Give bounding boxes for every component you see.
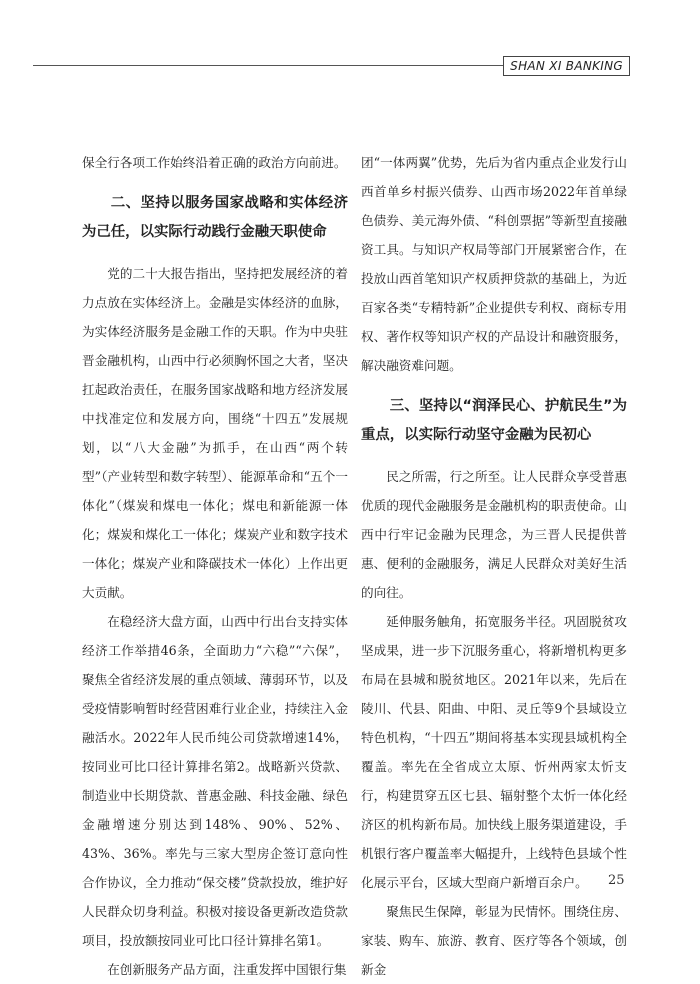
paragraph: 聚焦民生保障，彰显为民情怀。围绕住房、家装、购车、旅游、教育、医疗等各个领域，创新金 [361,904,627,977]
header-rule [33,65,503,66]
paragraph: 在创新服务产品方面，注重发挥中国银行集 [107,962,347,977]
paragraph: 延伸服务触角，拓宽服务半径。巩固脱贫攻坚成果，进一步下沉服务重心，将新增机构更多布局在县城和脱贫地区。2021年以来，先后在陵川、代县、阳曲、中阳、灵丘等9个县域设立特色机构，“十四五”期间将基本实现县域机构全覆盖。率先在全省成立太原、忻州两家太忻支行，构建贯穿五区七县、辐射整个太忻一体化经济区的机构新布局。加快线上服务渠道建设，手机银行客户覆盖率大幅提升，上线特色县域个性化展示平台，区域大型商户新增百余户。 [361,614,627,890]
section-heading-3: 三、坚持以“润泽民心、护航民生”为重点，以实际行动坚守金融为民初心 [361,398,627,443]
header-title: SHAN XI BANKING [503,56,630,76]
paragraph: 民之所需，行之所至。让人民群众享受普惠优质的现代金融服务是金融机构的职责使命。山西中行牢记金融为民理念，为三晋人民提供普惠、便利的金融服务，满足人民群众对美好生活的向往。 [361,469,627,600]
paragraph-continued: 团“一体两翼”优势，先后为省内重点企业发行山西首单乡村振兴债券、山西市场2022年首单绿色债券、美元海外债、“科创票据”等新型直接融资工具。与知识产权局等部门开展紧密合作，在投放山西首笔知识产权质押贷款的基础上，为近百家各类“专精特新”企业提供专利权、商标专用权、著作权等知识产权的产品设计和融资服务，解决融资难问题。 [361,155,627,373]
page-number: 25 [608,873,625,888]
section-heading-2: 二、坚持以服务国家战略和实体经济为己任，以实际行动践行金融天职使命 [82,195,348,240]
paragraph: 党的二十大报告指出，坚持把发展经济的着力点放在实体经济上。金融是实体经济的血脉，为实体经济服务是金融工作的天职。作为中央驻晋金融机构，山西中行必须胸怀国之大者，坚决扛起政治责任，在服务国家战略和地方经济发展中找准定位和发展方向，围绕“十四五”发展规划，以“八大金融”为抓手，在山西“两个转型”（产业转型和数字转型）、能源革命和“五个一体化”（煤炭和煤电一体化；煤电和新能源一体化；煤炭和煤化工一体化；煤炭产业和数字技术一体化；煤炭产业和降碳技术一体化）上作出更大贡献。 [82,266,348,600]
left-column [82,148,348,984]
right-column [361,148,627,984]
paragraph-continued: 保全行各项工作始终沿着正确的政治方向前进。 [82,155,347,170]
running-header [503,56,630,76]
paragraph: 在稳经济大盘方面，山西中行出台支持实体经济工作举措46条，全面助力“六稳”“六保”，聚焦全省经济发展的重点领域、薄弱环节，以及受疫情影响暂时经营困难行业企业，持续注入金融活水。2022年人民币纯公司贷款增速14%，按同业可比口径计算排名第2。战略新兴贷款、制造业中长期贷款、普惠金融、科技金融、绿色金融增速分别达到148%、90%、52%、43%、36%。率先与三家大型房企签订意向性合作协议，全力推动“保交楼”贷款投放，维护好人民群众切身利益。积极对接设备更新改造贷款项目，投放额按同业可比口径计算排名第1。 [82,614,348,948]
